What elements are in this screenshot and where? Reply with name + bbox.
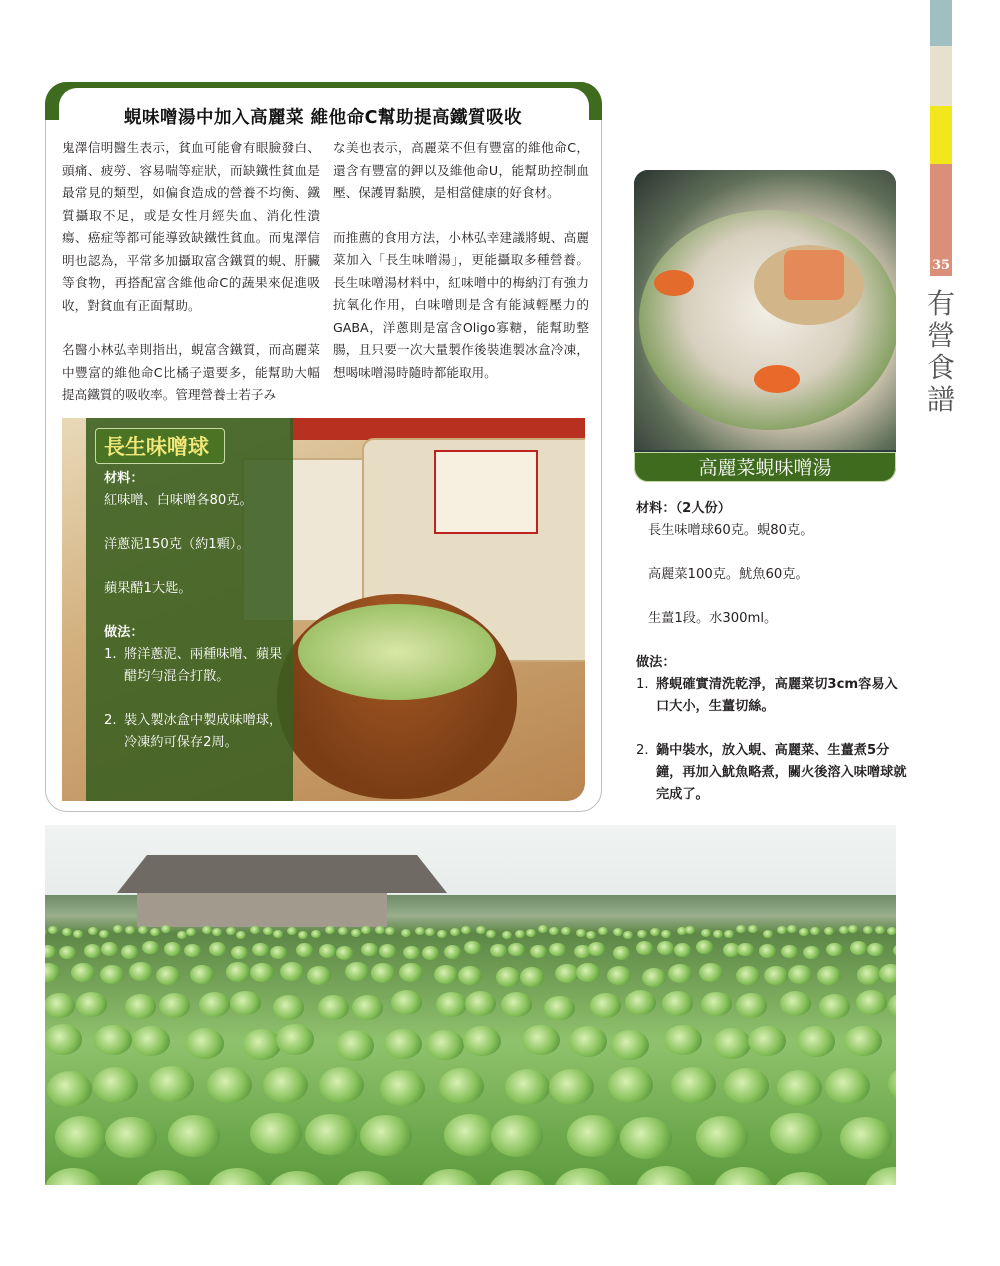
cabbage-head xyxy=(199,992,230,1017)
cabbage-head xyxy=(464,941,481,955)
cabbage-head xyxy=(538,925,548,933)
cabbage-head xyxy=(93,1067,138,1103)
cabbage-head xyxy=(436,992,467,1017)
cabbage-head xyxy=(620,1117,672,1159)
cabbage-head xyxy=(230,991,261,1016)
cabbage-head xyxy=(45,993,75,1018)
cabbage-head xyxy=(661,930,671,938)
article-title: 蜆味噌湯中加入高麗菜 維他命C幫助提高鐵質吸收 xyxy=(124,108,522,128)
cabbage-head xyxy=(576,929,586,937)
cabbage-head xyxy=(699,963,723,982)
cabbage-head xyxy=(569,1026,607,1056)
cabbage-head xyxy=(764,966,788,985)
cabbage-head xyxy=(270,946,287,960)
cabbage-head xyxy=(186,928,196,936)
cabbage-head xyxy=(371,963,395,982)
cabbage-head xyxy=(352,995,383,1020)
article-paragraph: 而推薦的食用方法，小林弘幸建議將蜆、高麗菜加入「長生味噌湯」，更能攝取多種營養。長生味噌湯材料中，紅味噌中的梅納汀有強力抗氧化作用，白味噌則是含有能減輕壓力的GABA，洋蔥則是富含Oligo寡糖，能幫助整腸，且只要一次大量製作後裝進製冰盒冷凍，想喝味噌湯時隨時都能取用。 xyxy=(333,229,589,380)
cabbage-head xyxy=(138,926,148,934)
cabbage-head xyxy=(101,942,118,956)
cabbage-head xyxy=(318,995,349,1020)
cabbage-head xyxy=(664,1025,702,1055)
cabbage-head xyxy=(865,1167,896,1185)
cabbage-head xyxy=(773,1172,832,1185)
ingredient: 長生味噌球60克。蜆80克。 xyxy=(648,523,814,538)
cabbage-head xyxy=(737,943,754,957)
cabbage-head xyxy=(345,962,369,981)
cabbage-head xyxy=(623,931,633,939)
cabbage-head xyxy=(84,944,101,958)
cabbage-head xyxy=(502,931,512,939)
cabbage-head xyxy=(226,927,236,935)
cabbage-head xyxy=(857,965,881,984)
soup-recipe xyxy=(636,498,908,806)
cabbage-head xyxy=(736,966,760,985)
cabbage-head xyxy=(384,1029,422,1059)
cabbage-head xyxy=(361,943,378,957)
cabbage-head xyxy=(777,1070,822,1106)
cabbage-head xyxy=(159,993,190,1018)
cabbage-head xyxy=(608,1067,653,1103)
cabbage-head xyxy=(458,966,482,985)
cabbage-head xyxy=(555,964,579,983)
cabbage-head xyxy=(311,930,321,938)
cabbage-head xyxy=(554,1168,613,1185)
cabbage-head xyxy=(48,926,58,934)
cabbage-head xyxy=(161,925,171,933)
cabbage-head xyxy=(657,941,674,955)
cabbage-head xyxy=(434,965,458,984)
ingredient: 紅味噌、白味噌各80克。 xyxy=(104,493,253,508)
cabbage-head xyxy=(338,927,348,935)
cabbage-head xyxy=(674,943,691,957)
cabbage-head xyxy=(186,1028,224,1058)
cabbage-head xyxy=(508,943,525,957)
cabbage-head xyxy=(426,1030,464,1060)
cabbage-head xyxy=(325,926,335,934)
cabbage-head xyxy=(296,943,313,957)
cabbage-head xyxy=(403,946,420,960)
cabbage-head xyxy=(47,1071,92,1107)
cabbage-head xyxy=(335,1171,394,1185)
cabbage-head xyxy=(142,941,159,955)
cabbage-head xyxy=(149,1066,194,1102)
cabbage-head xyxy=(799,928,809,936)
cabbage-head xyxy=(268,1171,327,1185)
page-number: 35 xyxy=(931,258,951,273)
section-title-char: 有 xyxy=(926,287,955,320)
cabbage-head xyxy=(850,941,867,955)
cabbage-head xyxy=(714,1167,773,1185)
cabbage-head xyxy=(613,928,623,936)
article-paragraph: 名醫小林弘幸則指出，蜆富含鐵質，而高麗菜中豐富的維他命C比橘子還要多，能幫助大幅提高鐵質的吸收率。管理營養士若子み xyxy=(62,342,320,402)
cabbage-head xyxy=(94,1025,132,1055)
cabbage-head xyxy=(748,1026,786,1056)
cabbage-head xyxy=(287,927,297,935)
cabbage-head xyxy=(759,944,776,958)
cabbage-head xyxy=(212,928,222,936)
cabbage-head xyxy=(701,929,711,937)
cabbage-head xyxy=(875,926,885,934)
cabbage-head xyxy=(76,992,107,1017)
cabbage-head xyxy=(701,992,732,1017)
cabbage-head xyxy=(273,930,283,938)
materials-label: 材料： xyxy=(104,471,144,486)
method-label: 做法： xyxy=(104,625,144,640)
clam-soup-photo xyxy=(634,170,896,482)
cabbage-head xyxy=(840,1117,892,1159)
cabbage-head xyxy=(636,941,653,955)
cabbage-head xyxy=(496,967,520,986)
cabbage-head xyxy=(243,1029,281,1059)
cabbage-head xyxy=(696,940,713,954)
cabbage-head xyxy=(461,926,471,934)
cabbage-head xyxy=(724,1068,769,1104)
cabbage-head xyxy=(611,1030,649,1060)
cabbage-head xyxy=(501,992,532,1017)
cabbage-head xyxy=(879,964,896,983)
cabbage-head xyxy=(415,927,425,935)
cabbage-head xyxy=(273,995,304,1020)
ingredient: 高麗菜100克。魷魚60克。 xyxy=(648,567,809,582)
cabbage-head xyxy=(125,926,135,934)
cabbage-head xyxy=(280,962,304,981)
cabbage-head xyxy=(125,994,156,1019)
cabbage-head xyxy=(209,942,226,956)
cabbage-head xyxy=(385,927,395,935)
cabbage-head xyxy=(637,930,647,938)
cabbage-head xyxy=(549,1069,594,1105)
cabbage-head xyxy=(132,1026,170,1056)
cabbage-head xyxy=(319,944,336,958)
cabbage-head xyxy=(671,1067,716,1103)
cabbage-head xyxy=(598,927,608,935)
cabbage-head xyxy=(526,929,536,937)
cabbage-head xyxy=(607,966,631,985)
cabbage-head xyxy=(305,1114,357,1156)
cabbage-head xyxy=(561,927,571,935)
method-step: 2. 鍋中裝水，放入蜆、高麗菜、生薑煮5分鐘，再加入魷魚略煮，關火後溶入味噌球就完成了。 xyxy=(636,743,907,802)
cabbage-head xyxy=(250,963,274,982)
cabbage-head xyxy=(375,926,385,934)
cabbage-head xyxy=(307,966,331,985)
cabbage-head xyxy=(520,967,544,986)
cabbage-head xyxy=(439,1068,484,1104)
cabbage-head xyxy=(713,930,723,938)
cabbage-head xyxy=(336,946,353,960)
cabbage-head xyxy=(379,944,396,958)
cabbage-head xyxy=(231,946,248,960)
cabbage-head xyxy=(613,946,630,960)
cabbage-head xyxy=(844,1026,882,1056)
cabbage-head xyxy=(588,942,605,956)
cabbage-head xyxy=(893,944,896,958)
cabbage-head xyxy=(636,1166,695,1185)
cabbage-head xyxy=(399,963,423,982)
cabbage-head xyxy=(250,926,260,934)
cabbage-head xyxy=(336,1030,374,1060)
section-title-char: 食 xyxy=(926,351,955,384)
farm-shed xyxy=(117,855,387,927)
cabbage-head xyxy=(748,925,758,933)
method-label: 做法： xyxy=(636,655,676,670)
article-column-2 xyxy=(333,137,589,406)
cabbage-head xyxy=(590,993,621,1018)
cabbage-head xyxy=(105,1117,157,1159)
cabbage-head xyxy=(887,927,896,935)
ingredient: 生薑1段。水300ml。 xyxy=(648,611,778,626)
method-step: 1. 將蜆確實清洗乾淨，高麗菜切3cm容易入口大小，生薑切絲。 xyxy=(636,677,898,714)
cabbage-head xyxy=(625,990,656,1015)
section-title-vertical xyxy=(926,288,956,416)
cabbage-head xyxy=(361,926,371,934)
cabbage-head xyxy=(867,943,884,957)
cabbage-head xyxy=(100,965,124,984)
cabbage-head xyxy=(530,945,547,959)
cabbage-head xyxy=(62,928,72,936)
cabbage-head xyxy=(696,1116,748,1158)
cabbage-head xyxy=(713,1028,751,1058)
article-paragraph: 鬼澤信明醫生表示，貧血可能會有眼臉發白、頭痛、疲勞、容易喘等症狀，而缺鐵性貧血是最常見的類型，如偏食造成的營養不均衡、鐵質攝取不足，或是女性月經失血、消化性潰瘍、癌症等都可能導致缺鐵性貧血。而鬼澤信明也認為，平常多加攝取富含鐵質的蜆、肝臟等食物，再搭配富含維他命C的蔬果來促進吸收，對貧血有正面幫助。 xyxy=(62,140,320,313)
cabbage-head xyxy=(298,931,308,939)
cabbage-head xyxy=(360,1115,412,1157)
cabbage-head xyxy=(549,927,559,935)
cabbage-head xyxy=(135,1170,194,1185)
cabbage-head xyxy=(208,1168,267,1185)
cabbage-head xyxy=(817,966,841,985)
ingredient: 洋蔥泥150克（約1顆）。 xyxy=(104,537,250,552)
cabbage-head xyxy=(150,928,160,936)
cabbage-head xyxy=(207,1067,252,1103)
cabbage-head xyxy=(463,1026,501,1056)
cabbage-head xyxy=(491,1115,543,1157)
cabbage-head xyxy=(486,930,496,938)
cabbage-head xyxy=(88,927,98,935)
cabbage-head xyxy=(263,927,273,935)
cabbage-head xyxy=(276,1024,314,1054)
cabbage-head xyxy=(190,965,214,984)
cabbage-head xyxy=(567,1115,619,1157)
cabbage-head xyxy=(71,963,95,982)
ingredient: 蘋果醋1大匙。 xyxy=(104,581,192,596)
cabbage-head xyxy=(184,944,201,958)
cabbage-head xyxy=(797,1026,835,1056)
cabbage-head xyxy=(777,926,787,934)
cabbage-head xyxy=(226,962,250,981)
cabbage-head xyxy=(168,1115,220,1157)
cabbage-head xyxy=(650,928,660,936)
cabbage-head xyxy=(45,1024,82,1054)
cabbage-head xyxy=(319,1067,364,1103)
method-step: 2. 裝入製冰盒中製成味噌球，冷凍約可保存2周。 xyxy=(104,713,283,750)
cabbage-head xyxy=(351,929,361,937)
cabbage-head xyxy=(156,966,180,985)
color-tab-beige xyxy=(930,46,952,106)
cabbage-head xyxy=(888,1066,896,1102)
cabbage-head xyxy=(824,927,834,935)
cabbage-head xyxy=(113,925,123,933)
cabbage-head xyxy=(662,991,693,1016)
cabbage-head xyxy=(848,925,858,933)
cabbage-head xyxy=(736,925,746,933)
cabbage-head xyxy=(642,968,666,987)
cabbage-head xyxy=(236,931,246,939)
cabbage-head xyxy=(129,962,153,981)
cabbage-head xyxy=(803,946,820,960)
cabbage-head xyxy=(121,945,138,959)
color-tab-yellow xyxy=(930,106,952,164)
cabbage-head xyxy=(55,1116,107,1158)
cabbage-head xyxy=(401,929,411,937)
method-step: 1. 將洋蔥泥、兩種味噌、蘋果醋均勻混合打散。 xyxy=(104,647,283,684)
cabbage-head xyxy=(490,944,507,958)
color-tab-teal xyxy=(930,0,952,46)
cabbage-head xyxy=(45,945,56,959)
miso-ball-title: 長生味噌球 xyxy=(95,428,225,464)
cabbage-head xyxy=(59,946,76,960)
cabbage-head xyxy=(437,930,447,938)
article-column-1 xyxy=(62,137,320,429)
cabbage-head xyxy=(685,926,695,934)
materials-label: 材料：（2人份） xyxy=(636,501,731,516)
cabbage-head xyxy=(45,963,60,982)
cabbage-head xyxy=(250,1113,302,1155)
cabbage-head xyxy=(780,991,811,1016)
cabbage-head xyxy=(164,942,181,956)
cabbage-head xyxy=(425,928,435,936)
cabbage-head xyxy=(465,991,496,1016)
cabbage-head xyxy=(202,926,212,934)
cabbage-head xyxy=(819,994,850,1019)
cabbage-head xyxy=(544,996,575,1021)
cabbage-head xyxy=(421,1169,480,1185)
cabbage-head xyxy=(45,1168,103,1185)
section-title-char: 譜 xyxy=(926,383,955,416)
cabbage-head xyxy=(856,990,887,1015)
cabbage-head xyxy=(505,1069,550,1105)
article-paragraph: な美也表示，高麗菜不但有豐富的維他命C，還含有豐富的鉀以及維他命U，能幫助控制血壓、保護胃黏膜，是相當健康的好食材。 xyxy=(333,140,589,200)
cabbage-head xyxy=(73,930,83,938)
cabbage-head xyxy=(391,990,422,1015)
cabbage-head xyxy=(444,1114,496,1156)
cabbage-head xyxy=(826,943,843,957)
cabbage-head xyxy=(252,943,269,957)
cabbage-head xyxy=(724,930,734,938)
cabbage-head xyxy=(763,930,773,938)
cabbage-head xyxy=(99,930,109,938)
cabbage-head xyxy=(863,926,873,934)
cabbage-head xyxy=(825,1068,870,1104)
cabbage-head xyxy=(263,1067,308,1103)
section-title-char: 營 xyxy=(926,319,955,352)
cabbage-head xyxy=(888,993,897,1018)
cabbage-head xyxy=(380,1070,425,1106)
cabbage-head xyxy=(549,943,566,957)
cabbage-head xyxy=(488,1170,547,1185)
cabbage-head xyxy=(668,964,692,983)
cabbage-head xyxy=(586,931,596,939)
cabbage-head xyxy=(788,965,812,984)
cabbage-field-photo xyxy=(45,825,896,1185)
cabbage-head xyxy=(450,928,460,936)
cabbage-head xyxy=(770,1113,822,1155)
cabbage-head xyxy=(422,946,439,960)
cabbage-head xyxy=(522,1025,560,1055)
cabbage-head xyxy=(787,925,797,933)
cabbage-head xyxy=(576,963,600,982)
soup-title: 高麗菜蜆味噌湯 xyxy=(634,452,896,482)
cabbage-head xyxy=(476,926,486,934)
cabbage-head xyxy=(810,927,820,935)
miso-ball-recipe xyxy=(104,468,289,754)
cabbage-head xyxy=(781,945,798,959)
cabbage-head xyxy=(736,993,767,1018)
cabbage-head xyxy=(515,930,525,938)
cabbage-head xyxy=(444,945,461,959)
